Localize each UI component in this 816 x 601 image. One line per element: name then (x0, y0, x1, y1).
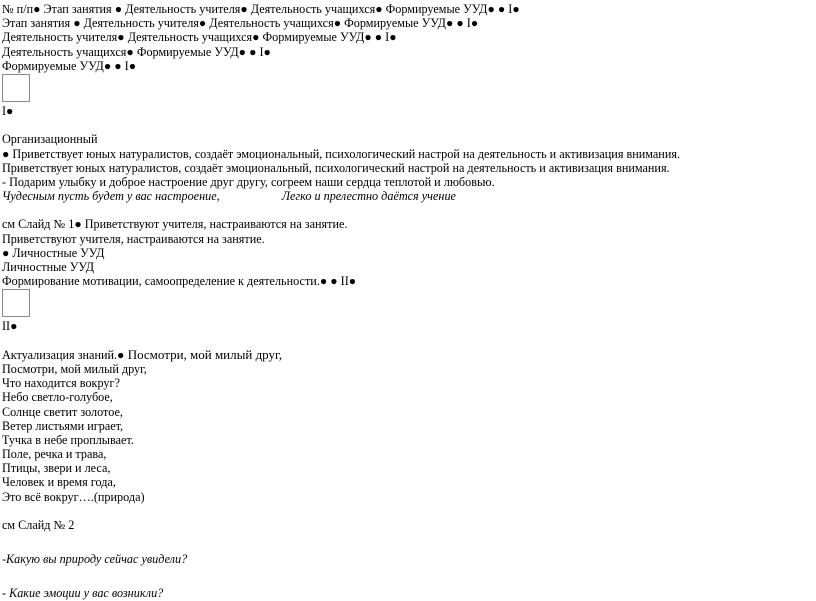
poem-line: Небо светло-голубое, (2, 390, 113, 405)
text-line (2, 348, 812, 362)
poem-line (2, 189, 812, 203)
stage-title: Актуализация знаний.● (2, 347, 125, 362)
slide-reference: см Слайд № 1● Приветствуют учителя, настраиваются на занятие. (2, 217, 348, 232)
text-line: Этап занятия ● Деятельность учителя● Деятельность учащихся● Формируемые УУД● ● I● (2, 16, 479, 31)
poem-line: Солнце светит золотое, (2, 404, 123, 419)
poem-line: Птицы, звери и леса, (2, 461, 111, 476)
text-line: Формирование мотивации, самоопределение к деятельности.● ● II● (2, 274, 357, 289)
poem-line: Тучка в небе проплывает. (2, 432, 134, 447)
poem-first-line: Посмотри, мой милый друг, (124, 347, 283, 362)
stage-number: I● (2, 103, 14, 118)
text-line: Личностные УУД (2, 260, 95, 274)
table-header-row: № п/п● Этап занятия ● Деятельность учителя● Деятельность учащихся● Формируемые УУД● ● I● (2, 2, 520, 16)
text-line: Приветствуют учителя, настраиваются на занятие. (2, 231, 265, 246)
poem-line: Человек и время года, (2, 475, 116, 490)
poem-part-2: Легко и прелестно даётся учение (281, 189, 456, 204)
poem-part-1: Чудесным пусть будет у вас настроение, (2, 189, 220, 204)
text-line: ● Личностные УУД (2, 245, 105, 260)
text-line: Формируемые УУД● ● I● (2, 58, 137, 73)
question-line: - Какие эмоции у вас возникли? (2, 586, 164, 601)
text-line: Деятельность учителя● Деятельность учащихся● Формируемые УУД● ● I● (2, 30, 397, 45)
poem-line: Ветер листьями играет, (2, 418, 124, 433)
poem-line: Поле, речка и трава, (2, 447, 107, 462)
poem-line: Это всё вокруг….(природа) (2, 489, 145, 504)
empty-cell-box (2, 74, 30, 102)
text-line: Приветствует юных натуралистов, создаёт эмоциональный, психологический настрой на деятельность и активизация внимания. (2, 160, 670, 175)
text-line: - Подарим улыбку и доброе настроение друг другу, согреем наши сердца теплотой и любовью. (2, 174, 495, 189)
empty-cell-box (2, 289, 30, 317)
slide-reference: см Слайд № 2 (2, 518, 75, 532)
text-line: ● Приветствует юных натуралистов, создаёт эмоциональный, психологический настрой на деятельность и активизация внимания. (2, 146, 681, 161)
poem-line: Посмотри, мой милый друг, (2, 361, 147, 376)
question-line: -Какую вы природу сейчас увидели? (2, 552, 188, 567)
document-body (2, 2, 812, 601)
stage-title: Организационный (2, 132, 98, 147)
stage-number: II● (2, 319, 18, 334)
text-line: Деятельность учащихся● Формируемые УУД● ● I● (2, 44, 271, 59)
poem-line: Что находится вокруг? (2, 376, 120, 391)
